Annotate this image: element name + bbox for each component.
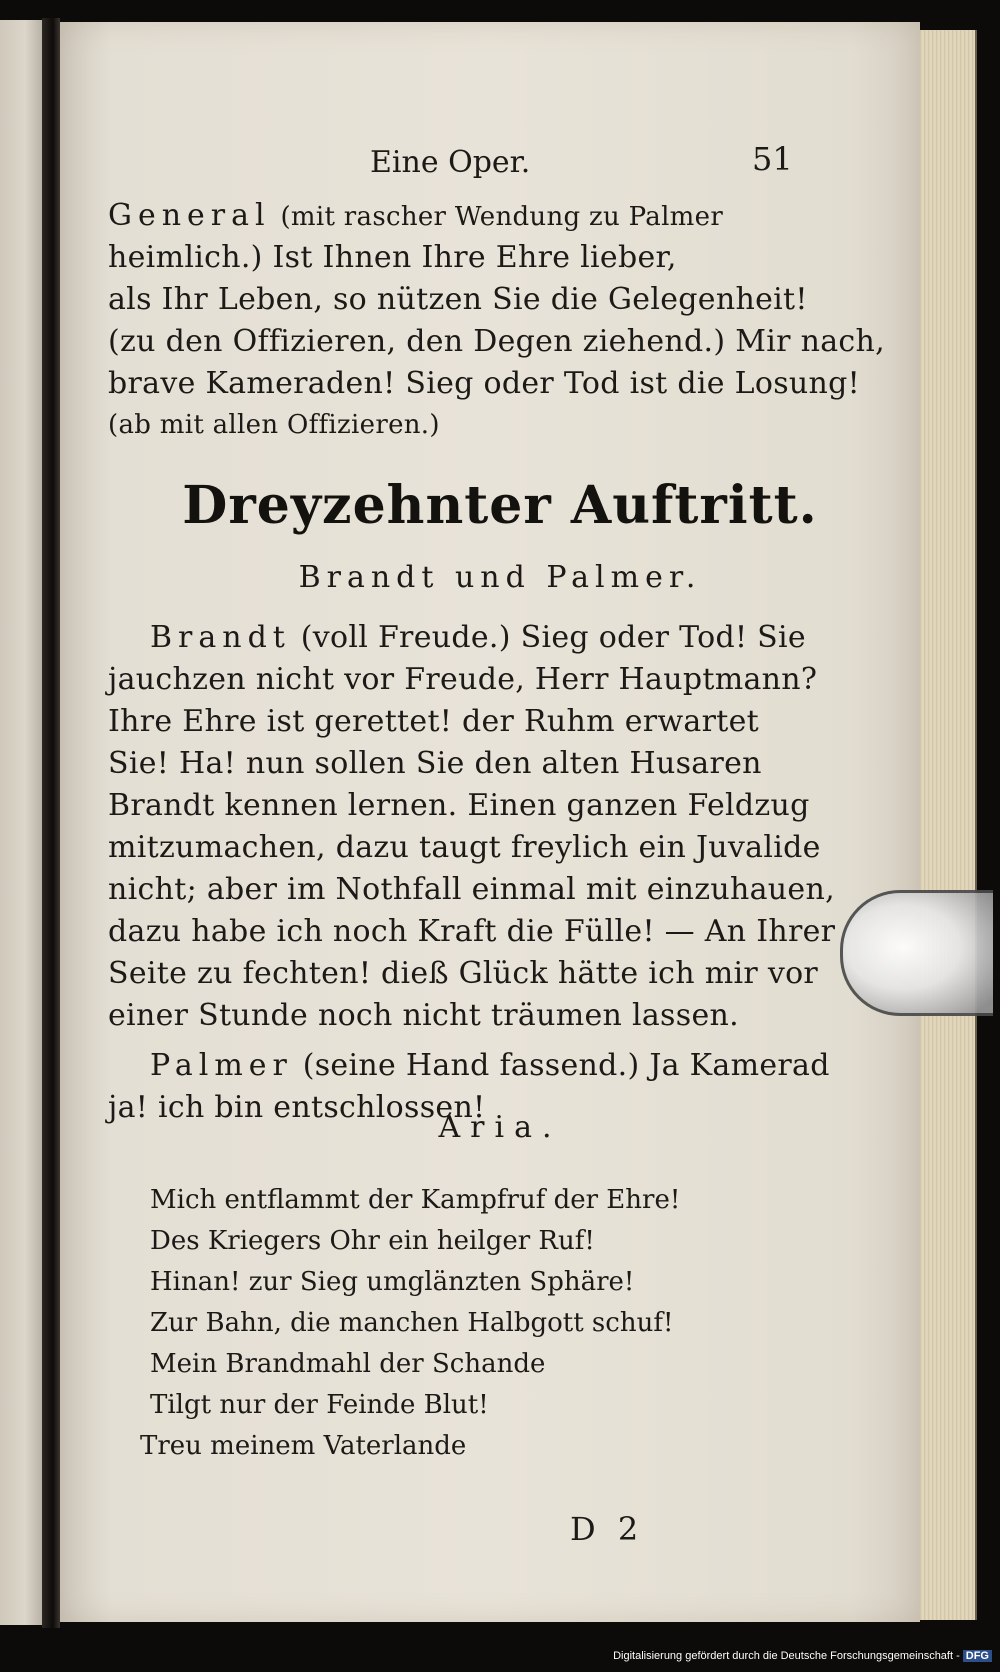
page-number: 51 [752,140,793,178]
dfg-logo: DFG [963,1650,992,1662]
stage-direction: (ab mit allen Offizieren.) [108,410,440,440]
facing-page-edge [0,20,42,1625]
signature-mark: D 2 [570,1510,645,1548]
scene-title: Dreyzehnter Auftritt. [182,475,818,536]
page-clip [840,890,993,1016]
speech-text: (voll Freude.) Sieg oder Tod! Sie [300,620,806,655]
dialogue-line [108,198,723,233]
dialogue-line: Sie! Ha! nun sollen Sie den alten Husaren [108,746,762,781]
dialogue-line: Seite zu fechten! dieß Glück hätte ich mir vor [108,956,819,991]
footer-credit [613,1650,992,1662]
dialogue-line: ja! ich bin entschlossen! [108,1090,486,1125]
aria-title: Aria. [438,1110,562,1145]
dialogue-line [150,1048,830,1083]
verse-line: Zur Bahn, die manchen Halbgott schuf! [150,1308,674,1338]
verse-line: Des Kriegers Ohr ein heilger Ruf! [150,1226,595,1256]
verse-line: Treu meinem Vaterlande [140,1431,467,1461]
dialogue-line: dazu habe ich noch Kraft die Fülle! — An Ihrer [108,914,836,949]
verse-line: Mich entflammt der Kampfruf der Ehre! [150,1185,681,1215]
dialogue-line: einer Stunde noch nicht träumen lassen. [108,998,739,1033]
dialogue-line: heimlich.) Ist Ihnen Ihre Ehre lieber, [108,240,677,275]
speech-text: (seine Hand fassend.) Ja Kamerad [302,1048,830,1083]
stage-direction: (mit rascher Wendung zu Palmer [280,202,724,232]
dialogue-line: Ihre Ehre ist gerettet! der Ruhm erwartet [108,704,760,739]
dialogue-line: mitzumachen, dazu taugt freylich ein Juvalide [108,830,821,865]
dialogue-line [150,620,806,655]
scene-persons: Brandt und Palmer. [298,560,702,595]
verse-line: Tilgt nur der Feinde Blut! [150,1390,489,1420]
speaker-name: General [108,198,271,233]
dialogue-line: als Ihr Leben, so nützen Sie die Gelegenheit! [108,282,808,317]
verse-line: Hinan! zur Sieg umglänzten Sphäre! [150,1267,635,1297]
dialogue-line: nicht; aber im Nothfall einmal mit einzuhauen, [108,872,835,907]
dialogue-line: brave Kameraden! Sieg oder Tod ist die Losung! [108,366,861,401]
footer-text: Digitalisierung gefördert durch die Deutsche Forschungsgemeinschaft - [613,1650,960,1662]
speaker-name: Brandt [150,620,291,655]
verse-line: Mein Brandmahl der Schande [150,1349,546,1379]
dialogue-line: jauchzen nicht vor Freude, Herr Hauptmann? [108,662,818,697]
dialogue-line: Brandt kennen lernen. Einen ganzen Feldzug [108,788,810,823]
speaker-name: Palmer [150,1048,293,1083]
book-gutter [42,18,60,1628]
running-head: Eine Oper. [370,145,531,180]
dialogue-line: (zu den Offizieren, den Degen ziehend.) Mir nach, [108,324,885,359]
